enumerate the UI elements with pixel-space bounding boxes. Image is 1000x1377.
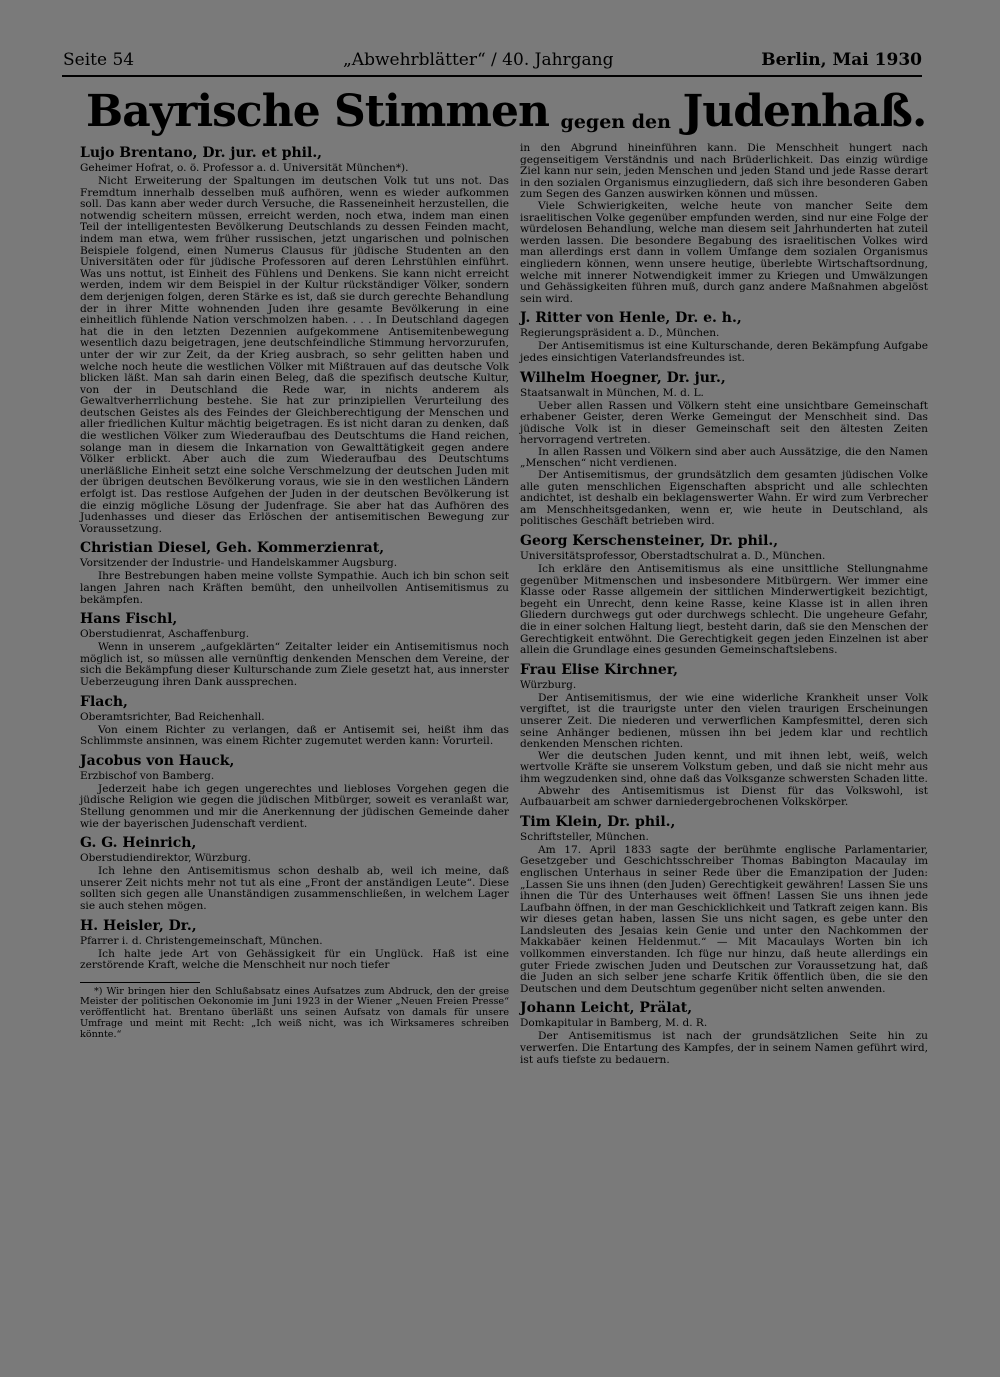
contributor-name: Christian Diesel, Geh. Kommerzienrat, [80, 540, 385, 557]
contributor-role: Oberstudienrat, Aschaffenburg. [80, 628, 250, 641]
contributor-role: Pfarrer i. d. Christengemeinschaft, München. [80, 934, 323, 947]
contributor-name: Jacobus von Hauck, [80, 752, 235, 769]
contributor-name: Frau Elise Kirchner, [520, 661, 679, 678]
headline-part-1: Bayrische Stimmen [86, 86, 549, 137]
contributor-role: Staatsanwalt in München, M. d. L. [520, 386, 704, 399]
statement-paragraph: Am 17. April 1833 sagte der berühmte englische Parlamentarier, Gesetzgeber und Geschichtsschreiber Thomas Babington Macaulay im englischen Unterhaus in seiner Rede über die Emanzipation der Juden: „Lassen Sie uns ihnen (den Juden) Gerechtigkeit gewähren! Lassen Sie uns ihnen die Tür des Unterhauses weit öffnen! Lassen Sie uns ihnen jede Laufbahn öffnen, in der man Geschicklichkeit und Tatkraft zeigen kann. Bis wir dieses getan haben, lassen Sie uns nicht sagen, es gebe unter den Landsleuten des Jesaias kein Genie und unter den Nachkommen der Makkabäer keinen Heldenmut.“ — Mit Macaulays Worten bin ich vollkommen einverstanden. Ich füge nur hinzu, daß heute allerdings ein guter Friede zwischen Juden und Deutschen zur Voraussetzung hat, daß die Juden an sich selber jene scharfe Kritik öffentlich üben, die sie den Deutschen und dem Deutschtum gegenüber nicht selten anwenden. [520, 843, 928, 995]
statement-paragraph: Der Antisemitismus ist eine Kulturschande, deren Bekämpfung Aufgabe jedes einsichtigen Vaterlandsfreundes ist. [520, 340, 928, 364]
statement-paragraph: in den Abgrund hineinführen kann. Die Menschheit hungert nach gegenseitigem Verständnis und nach Brüderlichkeit. Das einzig würdige Ziel kann nur sein, jeden Menschen und jeden Stand und jede Rasse derart in den sozialen Organismus einzugliedern, daß sich ihre besonderen Gaben zum Segen des Ganzen auswirken können und müssen. [520, 142, 928, 201]
statement-entry [80, 145, 509, 535]
statement-paragraph: Ueber allen Rassen und Völkern steht eine unsichtbare Gemeinschaft erhabener Geister, deren Werke Gemeingut der Menschheit sind. Das jüdische Volk ist in dieser Gemeinschaft seit den ältesten Zeiten hervorragend vertreten. [520, 399, 928, 447]
left-column [80, 143, 509, 1041]
right-column [520, 143, 928, 1071]
article-headline [86, 86, 926, 138]
contributor-role: Regierungspräsident a. D., München. [520, 327, 720, 340]
contributor-name: Lujo Brentano, Dr. jur. et phil., [80, 145, 323, 161]
contributor-role: Universitätsprofessor, Oberstadtschulrat a. D., München. [520, 550, 826, 563]
statement-entry [80, 694, 509, 748]
contributor-name: G. G. Heinrich, [80, 835, 197, 852]
statement-entry [520, 533, 928, 657]
statement-entry [520, 143, 928, 305]
statement-entry [520, 662, 928, 809]
contributor-name: Wilhelm Hoegner, Dr. jur., [520, 369, 726, 386]
statement-paragraph: Ich erkläre den Antisemitismus als eine unsittliche Stellungnahme gegenüber Mitmenschen und insbesondere Mitbürgern. Wer immer eine Klasse oder Rasse allgemein der sittlichen Minderwertigkeit bezichtigt, begeht ein Unrecht, denn keine Rasse, keine Klasse ist in allen ihren Gliedern durchwegs gut oder durchwegs schlecht. Die ungeheure Gefahr, die in einer solchen Haltung liegt, besteht darin, daß sie den Menschen der Gerechtigkeit entwöhnt. Die Gerechtigkeit gegen jeden Einzelnen ist aber allein die Grundlage eines gesunden Gemeinschaftslebens. [520, 563, 928, 657]
statement-paragraph: Ihre Bestrebungen haben meine vollste Sympathie. Auch ich bin schon seit langen Jahren nach Kräften bemüht, den unheilvollen Antisemitismus zu bekämpfen. [80, 570, 509, 606]
statement-entry [520, 370, 928, 529]
contributor-role: Domkapitular in Bamberg, M. d. R. [520, 1017, 708, 1030]
statement-paragraph: In allen Rassen und Völkern sind aber auch Aussätzige, die den Namen „Menschen“ nicht verdienen. [520, 445, 928, 470]
statement-paragraph: Abwehr des Antisemitismus ist Dienst für das Volkswohl, ist Aufbauarbeit am schwer darniedergebrochenen Volkskörper. [520, 784, 928, 809]
contributor-role: Oberamtsrichter, Bad Reichenhall. [80, 710, 265, 723]
footnote: *) Wir bringen hier den Schlußabsatz eines Aufsatzes zum Abdruck, den der greise Meister der politischen Oekonomie im Juni 1923 in der Wiener „Neuen Freien Presse“ veröffentlicht hat. Brentano überläßt uns seinen Aufsatz von damals für unsere Umfrage und meint mit Recht: „Ich weiß nicht, was ich Wirksameres schreiben könnte.“ [80, 985, 509, 1040]
contributor-role: Erzbischof von Bamberg. [80, 769, 215, 782]
statement-entry [80, 611, 509, 688]
issue-date: Berlin, Mai 1930 [761, 50, 922, 70]
statement-entry [520, 814, 928, 996]
contributor-name: J. Ritter von Henle, Dr. e. h., [520, 310, 742, 327]
statement-entry [520, 310, 928, 364]
contributor-role: Schriftsteller, München. [520, 830, 649, 843]
statement-entry [80, 835, 509, 912]
contributor-name: H. Heisler, Dr., [80, 917, 197, 934]
statement-paragraph: Viele Schwierigkeiten, welche heute von mancher Seite dem israelitischen Volke gegenüber empfunden werden, sind nur eine Folge der würdelosen Behandlung, welche man diesem seit Jahrhunderten hat zuteil werden lassen. Die besondere Begabung des israelitischen Volkes wird man allerdings erst dann in vollem Umfange dem sozialen Organismus eingliedern können, wenn unsere heutige, überlebte Wirtschaftsordnung, welche mit innerer Notwendigkeit immer zu Kriegen und Umwälzungen und Gehässigkeiten führen muß, durch ganz andere Maßnahmen abgelöst sein wird. [520, 199, 928, 305]
running-head [63, 48, 922, 74]
statement-paragraph: Nicht Erweiterung der Spaltungen im deutschen Volk tut uns not. Das Fremdtum innerhalb desselben muß aufhören, wenn es wieder aufkommen soll. Das kann aber weder durch Versuche, die Rasseneinheit herzustellen, die notwendig scheitern müssen, erreicht werden, noch etwa, indem man einen Teil der intelligentesten Bevölkerung Deutschlands zu dessen Feinden macht, indem man etwa, wem früher russischen, jetzt ungarischen und polnischen Beispiele folgend, einen Numerus Clausus für jüdische Studenten an den Universitäten oder für jüdische Professoren auf deren Lehrstühlen einführt. Was uns nottut, ist Einheit des Fühlens und Denkens. Sie kann nicht erreicht werden, indem wir dem Beispiel in der Kultur rückständiger Völker, sondern dem derjenigen folgen, deren Stärke es ist, daß sie durch gerechte Behandlung der in ihrer Mitte wohnenden Juden ihre gesamte Bevölkerung in eine einheitlich fühlende Nation verschmolzen haben. . . . In Deutschland dagegen hat die in den letzten Dezennien aufgekommene Antisemitenbewegung wesentlich dazu beigetragen, jene deutschfeindliche Stimmung hervorzurufen, unter der wir zur Zeit, da der Krieg ausbrach, so sehr gelitten haben und welche noch heute die westlichen Völker mit Mißtrauen auf das deutsche Volk blicken läßt. Man sah darin einen Beleg, daß die spezifisch deutsche Kultur, von der in Deutschland die Rede war, in nichts anderem als Gewaltverherrlichung bestehe. Sie hat zur prinzipiellen Verurteilung des deutschen Geistes als des Feindes der Gleichberechtigung der Menschen und aller friedlichen Kultur mächtig beigetragen. Es ist nicht daran zu denken, daß die westlichen Völker zum Wiederaufbau des Deutschtums die Hand reichen, solange man in diesem die Inkarnation von Gewalttätigkeit gegen andere Völker erblickt. Aber auch die zum Wiederaufbau des Deutschtums unerläßliche Einheit setzt eine solche Verschmelzung der deutschen Juden mit der übrigen deutschen Bevölkerung voraus, wie sie in den westlichen Ländern erfolgt ist. Das restlose Aufgehen der Juden in der deutschen Bevölkerung ist die einzig mögliche Lösung der Judenfrage. Sie aber hat das Aufhören des Judenhasses und dieser das Erlöschen der antisemitischen Bewegung zur Voraussetzung. [80, 175, 509, 535]
contributor-name: Johann Leicht, Prälat, [520, 1000, 693, 1017]
statement-entry [80, 918, 509, 972]
contributor-name: Tim Klein, Dr. phil., [520, 813, 676, 830]
statement-paragraph: Ich lehne den Antisemitismus schon deshalb ab, weil ich meine, daß unserer Zeit nichts mehr not tut als eine „Front der anständigen Leute“. Diese sollten sich gegen alle Unanständigen zusammenschließen, in welchem Lager sie auch stehen mögen. [80, 865, 509, 912]
contributor-role: Geheimer Hofrat, o. ö. Professor a. d. Universität München*). [80, 162, 409, 174]
statement-paragraph: Der Antisemitismus, der grundsätzlich dem gesamten jüdischen Volke alle guten menschlichen Eigenschaften abspricht und alle schlechten andichtet, ist deshalb ein beklagenswerter Wahn. Er wird zum Verbrecher am Menschheitsgedanken, wenn er, wie heute in Deutschland, als politisches Geschäft betrieben wird. [520, 469, 928, 528]
statement-paragraph: Von einem Richter zu verlangen, daß er Antisemit sei, heißt ihm das Schlimmste ansinnen, was einem Richter zugemutet werden kann: Vorurteil. [80, 723, 509, 748]
contributor-name: Georg Kerschensteiner, Dr. phil., [520, 533, 779, 550]
footnote-rule [80, 982, 200, 983]
headline-part-3: Judenhaß. [682, 86, 927, 137]
statement-entry [80, 540, 509, 606]
page-number: Seite 54 [63, 50, 135, 70]
publication-title: „Abwehrblätter“ / 40. Jahrgang [343, 50, 614, 70]
statement-paragraph: Wenn in unserem „aufgeklärten“ Zeitalter leider ein Antisemitismus noch möglich ist, so müssen alle vernünftig denkenden Menschen dem Vereine, der sich die Bekämpfung dieser Kulturschande zum Ziele gesetzt hat, aus innerster Ueberzeugung ihren Dank aussprechen. [80, 641, 509, 688]
contributor-name: Hans Fischl, [80, 611, 178, 628]
contributor-name: Flach, [80, 693, 128, 710]
contributor-role: Vorsitzender der Industrie- und Handelskammer Augsburg. [80, 557, 398, 570]
headline-part-2: gegen den [560, 110, 671, 133]
contributor-role: Oberstudiendirektor, Würzburg. [80, 852, 251, 865]
statement-entry [520, 1000, 928, 1066]
contributor-role: Würzburg. [520, 678, 577, 691]
statement-paragraph: Wer die deutschen Juden kennt, und mit ihnen lebt, weiß, welch wertvolle Kräfte sie unserem Volkstum geben, und daß sie nicht mehr aus ihm wegzudenken sind, ohne daß das Volksganze schwersten Schaden litte. [520, 749, 928, 785]
statement-paragraph: Ich halte jede Art von Gehässigkeit für ein Unglück. Haß ist eine zerstörende Kraft, welche die Menschheit nur noch tiefer [80, 947, 509, 972]
statement-paragraph: Jederzeit habe ich gegen ungerechtes und liebloses Vorgehen gegen die jüdische Religion wie gegen die jüdischen Mitbürger, soweit es veranlaßt war, Stellung genommen und mir die Anerkennung der jüdischen Gemeinde daher wie der bayerischen Judenschaft verdient. [80, 782, 509, 830]
header-rule [62, 75, 922, 77]
statement-paragraph: Der Antisemitismus ist nach der grundsätzlichen Seite hin zu verwerfen. Die Entartung des Kampfes, der in seinem Namen geführt wird, ist aufs tiefste zu bedauern. [520, 1030, 928, 1066]
statement-paragraph: Der Antisemitismus, der wie eine widerliche Krankheit unser Volk vergiftet, ist die traurigste unter den vielen traurigen Erscheinungen unserer Zeit. Die niederen und verwerflichen Kampfesmittel, deren sich seine Anhänger bedienen, müssen ihn bei jedem klar und rechtlich denkenden Menschen richten. [520, 691, 928, 751]
statement-entry [80, 753, 509, 830]
